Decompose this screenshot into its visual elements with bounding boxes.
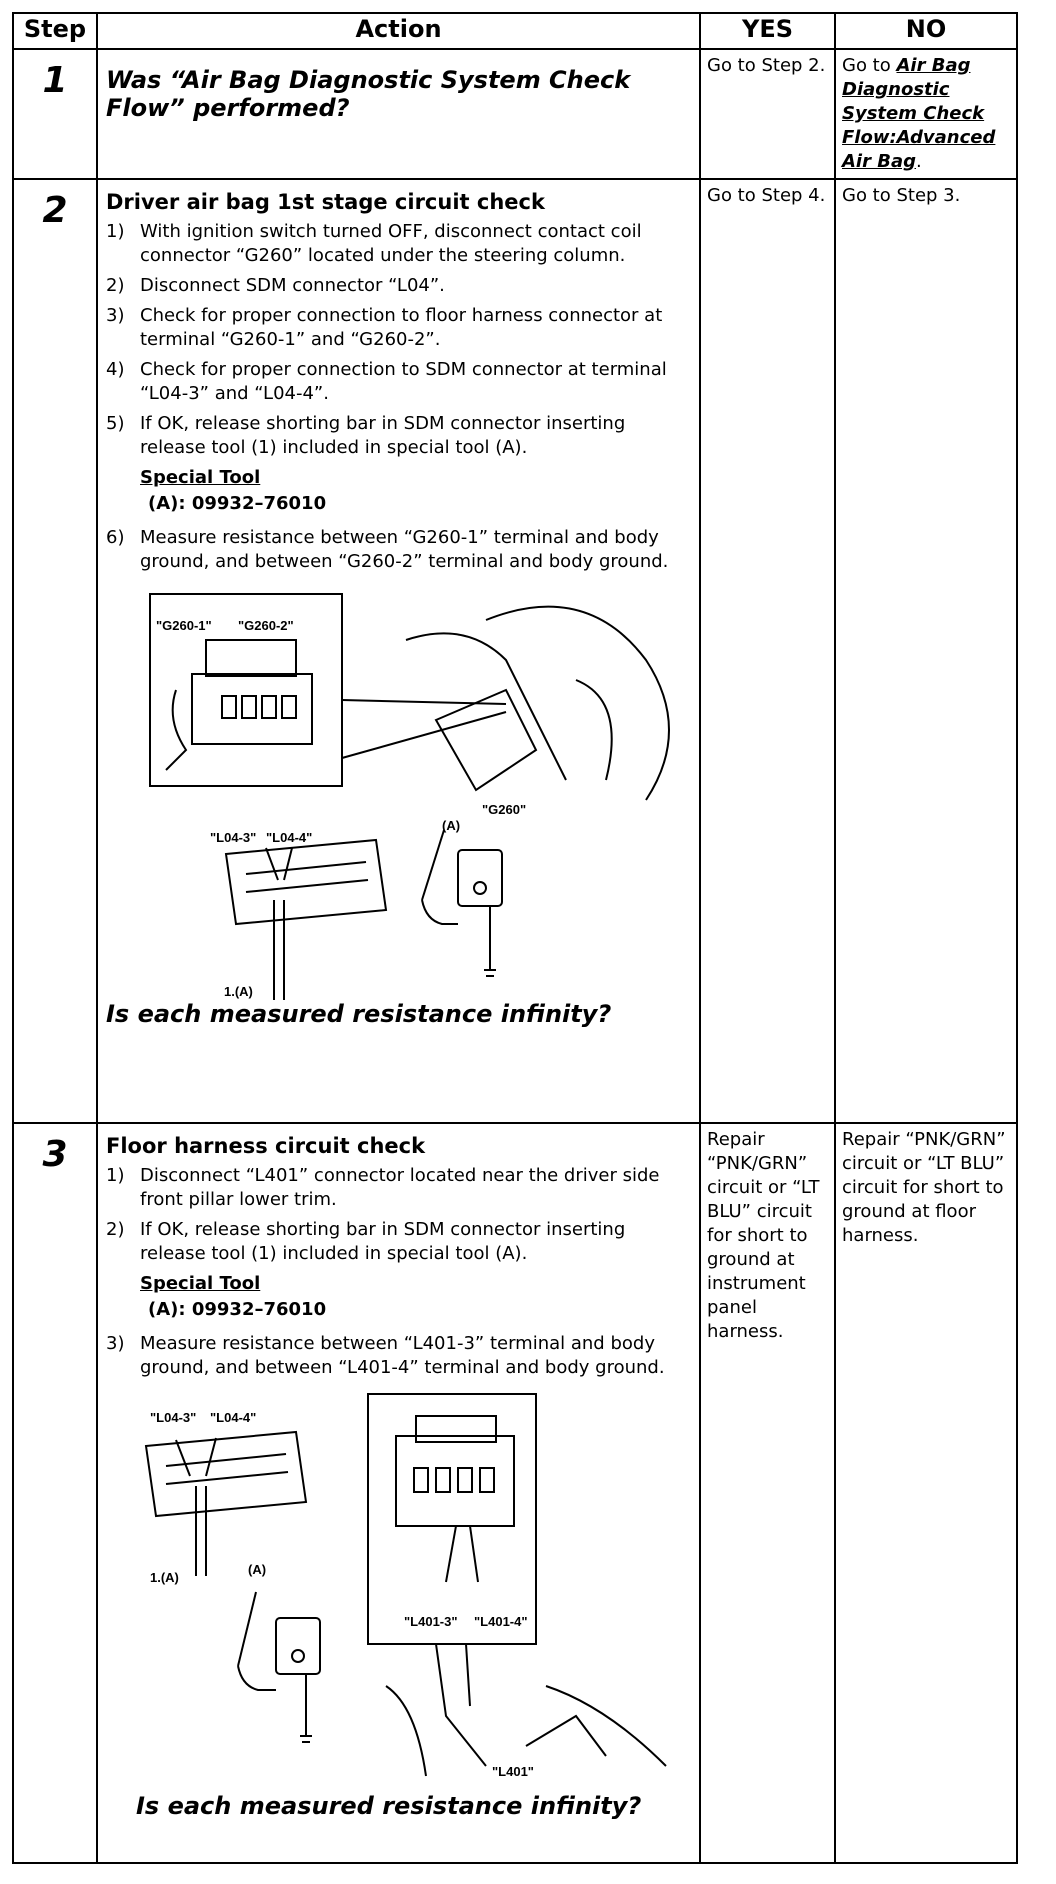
l04-4-label: "L04-4" [210,1410,257,1425]
list-item: 6) Measure resistance between “G260-1” terminal and body ground, and between “G260-2” terminal and body ground. [106,527,669,572]
l04-4-label: "L04-4" [266,830,313,845]
no-action [836,50,1016,178]
procedure-list [106,220,691,460]
tool-a-label: (A) [248,1562,267,1577]
header-action: Action [97,13,700,49]
list-item: 1) With ignition switch turned OFF, disconnect contact coil connector “G260” located under the steering column. [106,221,642,266]
special-tool-value: (A): 09932–76010 [148,1299,327,1320]
l04-3-label: "L04-3" [150,1410,197,1425]
list-item: 2) Disconnect SDM connector “L04”. [106,275,445,296]
procedure-list [106,1164,691,1266]
release-tool-label: 1.(A) [224,984,253,999]
l401-3-label: "L401-3" [404,1614,458,1629]
step-number: 1 [42,60,68,101]
no-action: Repair “PNK/GRN” circuit or “LT BLU” circuit for short to ground at floor harness. [842,1129,1006,1246]
step-row-1 [13,49,1017,179]
g260-1-label: "G260-1" [156,618,212,633]
special-tool [140,466,691,518]
step-number: 3 [42,1134,68,1175]
no-suffix: . [916,151,922,172]
step-question: Was “Air Bag Diagnostic System Check Flow” performed? [106,66,631,122]
list-item: 3) Check for proper connection to floor harness connector at terminal “G260-1” and “G260-2”. [106,305,663,350]
list-item: 2) If OK, release shorting bar in SDM connector inserting release tool (1) included in special tool (A). [106,1219,626,1264]
special-tool-label: Special Tool [140,1273,261,1294]
g260-connector-illustration [106,580,692,1000]
list-item: 1) Disconnect “L401” connector located near the driver side front pillar lower trim. [106,1165,660,1210]
no-prefix: Go to [842,55,897,76]
procedure-list [106,1332,691,1380]
yes-action: Repair “PNK/GRN” circuit or “LT BLU” circuit for short to ground at instrument panel harness. [707,1129,820,1342]
diagnostic-table [12,12,1018,1864]
check-flow-link[interactable]: Air Bag Diagnostic System Check Flow:Advanced Air Bag [842,55,996,172]
connector-figure [106,1386,692,1786]
connector-figure [106,580,692,1000]
list-item: 5) If OK, release shorting bar in SDM connector inserting release tool (1) included in special tool (A). [106,413,626,458]
step-number: 2 [42,190,68,231]
header-yes: YES [700,13,835,49]
g260-2-label: "G260-2" [238,618,294,633]
l401-label: "L401" [492,1764,534,1779]
special-tool [140,1272,691,1324]
g260-label: "G260" [482,802,527,817]
header-no: NO [835,13,1017,49]
tool-a-label: (A) [442,818,461,833]
yes-action: Go to Step 4. [707,185,826,206]
l401-connector-illustration [106,1386,692,1786]
l401-4-label: "L401-4" [474,1614,528,1629]
step-row-2 [13,179,1017,1123]
procedure-list [106,526,691,574]
special-tool-label: Special Tool [140,467,261,488]
header-row [13,13,1017,49]
header-step: Step [13,13,97,49]
list-item: 4) Check for proper connection to SDM connector at terminal “L04-3” and “L04-4”. [106,359,667,404]
release-tool-label: 1.(A) [150,1570,179,1585]
step-title: Floor harness circuit check [106,1134,426,1158]
l04-3-label: "L04-3" [210,830,257,845]
list-item: 3) Measure resistance between “L401-3” terminal and body ground, and between “L401-4” terminal and body ground. [106,1333,665,1378]
step-title: Driver air bag 1st stage circuit check [106,190,545,214]
no-action: Go to Step 3. [842,185,961,206]
step-question: Is each measured resistance infinity? [136,1792,642,1820]
special-tool-value: (A): 09932–76010 [148,493,327,514]
step-row-3 [13,1123,1017,1863]
step-question: Is each measured resistance infinity? [106,1000,612,1028]
yes-action: Go to Step 2. [707,55,826,76]
